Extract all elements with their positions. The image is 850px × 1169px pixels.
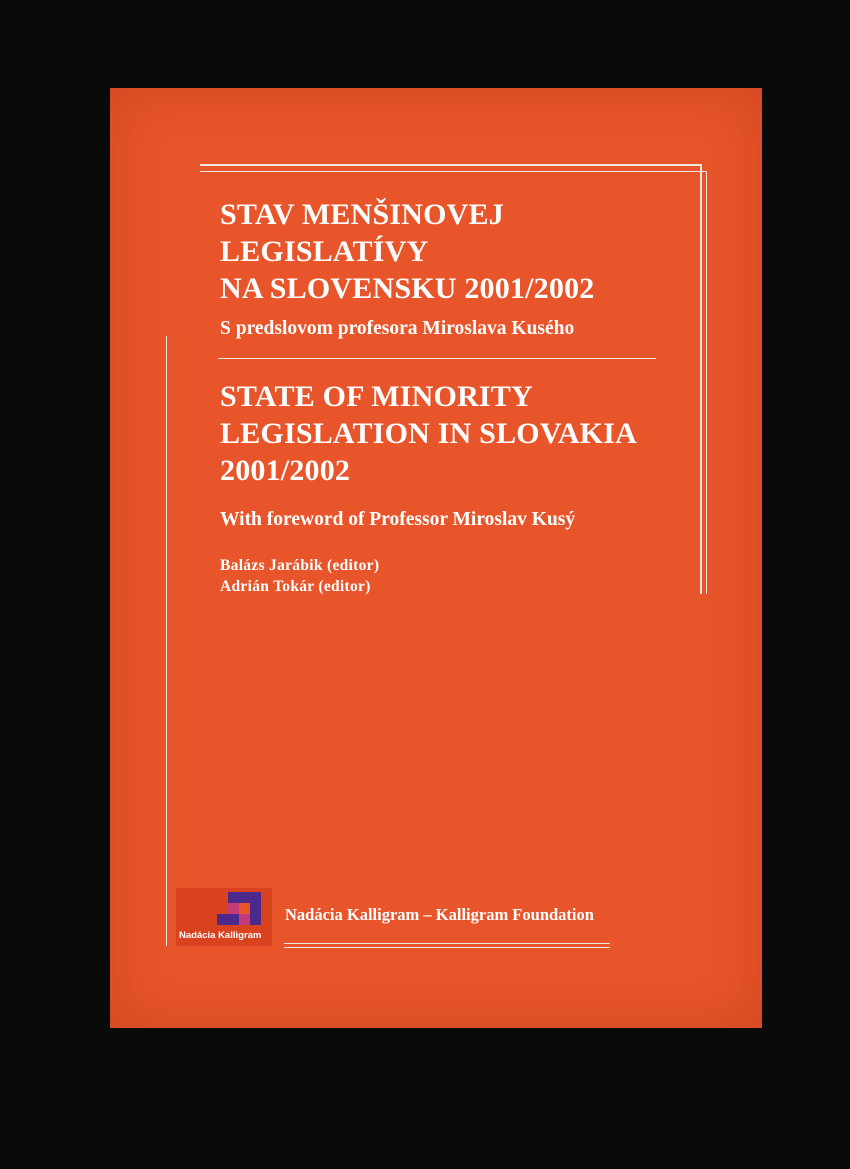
publisher-name: Nadácia Kalligram – Kalligram Foundation <box>285 905 594 924</box>
logo-square <box>239 892 250 903</box>
footer-line <box>284 943 610 944</box>
logo-square <box>228 892 239 903</box>
frame-line-top <box>200 164 700 166</box>
logo-square <box>239 903 250 914</box>
title-english-line: LEGISLATION IN SLOVAKIA <box>220 417 637 450</box>
subtitle-slovak: S predslovom profesora Miroslava Kusého <box>220 318 575 339</box>
editors-list <box>220 555 379 597</box>
subtitle-english: With foreword of Professor Miroslav Kusý <box>220 509 576 530</box>
logo-square <box>250 903 261 914</box>
title-slovak-line: STAV MENŠINOVEJ <box>220 198 504 231</box>
frame-line-left <box>166 336 167 946</box>
title-slovak-line: LEGISLATÍVY <box>220 235 429 268</box>
title-english-line: 2001/2002 <box>220 454 351 487</box>
logo-square <box>250 892 261 903</box>
title-english-line: STATE OF MINORITY <box>220 380 533 413</box>
editor-name: Adrián Tokár (editor) <box>220 578 371 595</box>
logo-label: Nadácia Kalligram <box>179 930 262 941</box>
book-cover <box>110 88 762 1028</box>
logo-square <box>228 903 239 914</box>
logo-square <box>228 914 239 925</box>
footer-line-inner <box>284 947 610 948</box>
title-divider <box>218 358 656 359</box>
logo-square <box>239 914 250 925</box>
title-slovak <box>220 196 594 307</box>
frame-line-right <box>700 164 702 594</box>
logo-square <box>250 914 261 925</box>
frame-line-right-inner <box>706 171 707 594</box>
title-english <box>220 378 637 489</box>
title-slovak-line: NA SLOVENSKU 2001/2002 <box>220 272 595 305</box>
frame-line-top-inner <box>200 171 706 172</box>
logo-square <box>217 914 228 925</box>
editor-name: Balázs Jarábik (editor) <box>220 557 380 574</box>
kalligram-logo <box>176 888 272 946</box>
